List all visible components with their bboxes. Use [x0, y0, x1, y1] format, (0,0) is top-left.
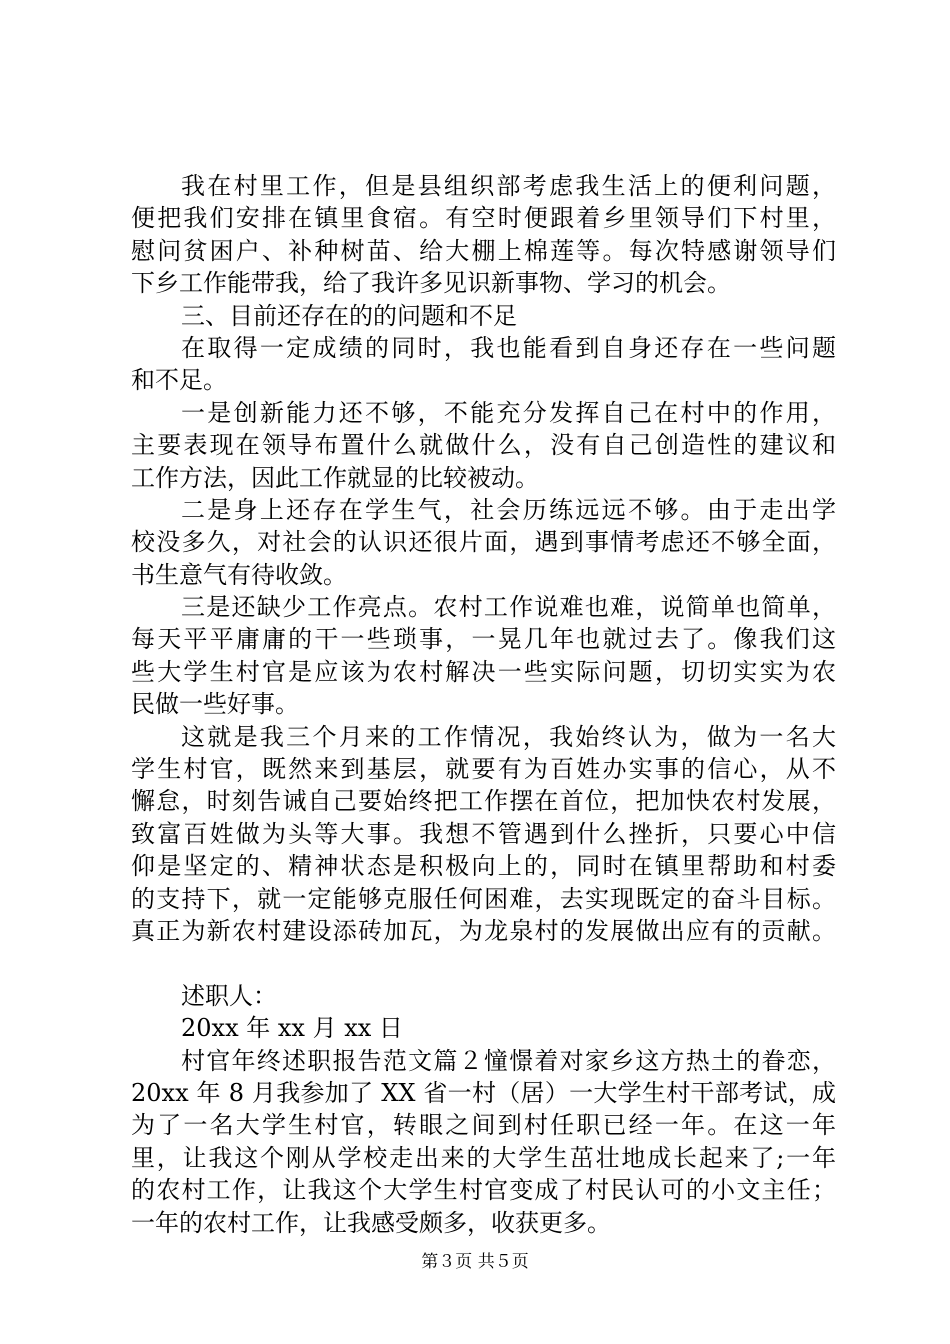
text-line: 校没多久，对社会的认识还很片面，遇到事情考虑还不够全面，	[131, 528, 836, 557]
text-line: 三是还缺少工作亮点。农村工作说难也难，说简单也简单，	[181, 593, 836, 622]
text-line: 每天平平庸庸的干一些琐事，一晃几年也就过去了。像我们这	[131, 625, 836, 654]
text-line: 致富百姓做为头等大事。我想不管遇到什么挫折，只要心中信	[131, 819, 836, 848]
text-line: 里，让我这个刚从学校走出来的大学生茁壮地成长起来了;一年	[131, 1143, 836, 1172]
page-number-footer: 第３页 共５页	[421, 1252, 529, 1272]
text-line: 我在村里工作，但是县组织部考虑我生活上的便利问题，	[181, 172, 836, 200]
text-line: 书生意气有待收敛。	[131, 560, 347, 589]
text-line: 下乡工作能带我，给了我许多见识新事物、学习的机会。	[131, 269, 731, 298]
text-line: 真正为新农村建设添砖加瓦，为龙泉村的发展做出应有的贡献。	[131, 916, 836, 945]
document-body	[131, 170, 836, 1239]
signature-label: 述职人：	[181, 981, 277, 1010]
date-line: 20xx 年 xx 月 xx 日	[181, 1014, 403, 1043]
text-line: 一是创新能力还不够，不能充分发挥自己在村中的作用，	[181, 398, 836, 427]
text-line: 懈怠，时刻告诫自己要始终把工作摆在首位，把加快农村发展，	[131, 787, 836, 816]
text-line: 为了一名大学生村官，转眼之间到村任职已经一年。在这一年	[131, 1111, 836, 1140]
text-line: 工作方法，因此工作就显的比较被动。	[131, 463, 539, 492]
section-heading: 三、目前还存在的的问题和不足	[181, 301, 517, 330]
text-line: 这就是我三个月来的工作情况，我始终认为，做为一名大	[181, 722, 836, 751]
text-line: 一年的农村工作，让我感受颇多，收获更多。	[131, 1208, 611, 1237]
text-line: 和不足。	[131, 366, 227, 395]
text-line: 主要表现在领导布置什么就做什么，没有自己创造性的建议和	[131, 431, 836, 460]
blank-line	[131, 947, 836, 979]
text-line: 民做一些好事。	[131, 690, 299, 719]
text-line: 在取得一定成绩的同时，我也能看到自身还存在一些问题	[181, 333, 836, 362]
text-line: 些大学生村官是应该为农村解决一些实际问题，切切实实为农	[131, 657, 836, 686]
text-line: 二是身上还存在学生气，社会历练远远不够。由于走出学	[181, 495, 836, 524]
text-line: 学生村官，既然来到基层，就要有为百姓办实事的信心，从不	[131, 755, 836, 784]
text-line: 便把我们安排在镇里食宿。有空时便跟着乡里领导们下村里，	[131, 204, 836, 233]
text-line: 的农村工作，让我这个大学生村官变成了村民认可的小文主任；	[131, 1176, 836, 1205]
text-line: 20xx 年 8 月我参加了 XX 省一村（居）一大学生村干部考试，成	[131, 1078, 836, 1107]
text-line: 慰问贫困户、补种树苗、给大棚上棉莲等。每次特感谢领导们	[131, 236, 836, 265]
text-line: 的支持下，就一定能够克服任何困难，去实现既定的奋斗目标。	[131, 884, 836, 913]
text-line: 村官年终述职报告范文篇２憧憬着对家乡这方热土的眷恋，	[181, 1046, 836, 1075]
text-line: 仰是坚定的、精神状态是积极向上的，同时在镇里帮助和村委	[131, 852, 836, 881]
